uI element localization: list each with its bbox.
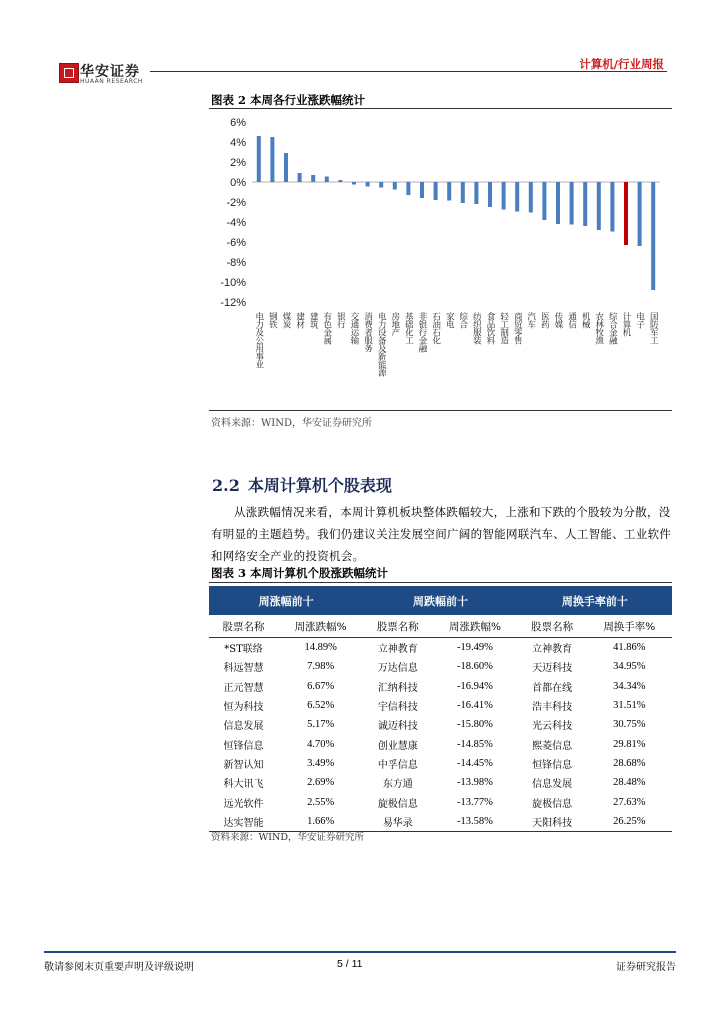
- stock-value-cell: -13.58%: [432, 812, 517, 832]
- column-header: 周涨跌幅%: [432, 615, 517, 638]
- stock-value-cell: -19.49%: [457, 642, 493, 654]
- x-tick-label: 农林牧渔: [593, 312, 604, 344]
- stock-name-cell: 科远智慧: [223, 663, 264, 675]
- bar: [529, 182, 533, 213]
- bar: [638, 182, 642, 246]
- column-header: 周换手率%: [587, 615, 672, 638]
- bar: [610, 182, 614, 232]
- stock-value-cell: 26.25%: [587, 812, 672, 832]
- stock-value-cell: 2.55%: [307, 796, 335, 808]
- stock-value-cell: 6.52%: [307, 700, 335, 712]
- x-tick-label: 电子: [634, 312, 645, 328]
- footer-disclaimer: 敬请参阅末页重要声明及评级说明: [44, 962, 194, 973]
- stock-name-cell: 达实智能: [209, 812, 278, 832]
- x-tick-label: 轻工制造: [498, 312, 509, 344]
- bar: [284, 153, 288, 182]
- group-header-losers: 周跌幅前十: [363, 586, 517, 615]
- group-header-gainers: 周涨幅前十: [209, 586, 363, 615]
- figure2-top-rule: [209, 108, 672, 109]
- bar: [434, 182, 438, 200]
- footer-rule: [44, 951, 676, 953]
- x-tick-label: 商贸零售: [512, 312, 523, 344]
- column-header-row: [209, 615, 672, 638]
- stock-value-cell: -16.94%: [457, 680, 493, 692]
- stock-name-cell: 信息发展: [532, 779, 573, 791]
- x-tick-label: 有色金属: [321, 312, 332, 344]
- stock-name-cell: 信息发展: [223, 721, 264, 733]
- bar: [270, 137, 274, 182]
- bar: [502, 182, 506, 210]
- x-tick-label: 交通运输: [349, 312, 359, 344]
- section-title: 本周计算机个股表现: [247, 476, 392, 495]
- stock-name-cell: 中孚信息: [377, 759, 418, 771]
- bar: [542, 182, 546, 220]
- stock-name-cell: 立神教育: [377, 644, 418, 656]
- report-type: 计算机/行业周报: [579, 57, 664, 71]
- stock-value-cell: -13.98%: [457, 777, 493, 789]
- bar: [461, 182, 465, 203]
- stock-name-cell: 诚迈科技: [377, 721, 418, 733]
- figure3-source: 资料来源：WIND，华安证券研究所: [211, 832, 364, 843]
- stock-value-cell: 28.48%: [613, 777, 646, 789]
- bar: [338, 180, 342, 182]
- stock-value-cell: -13.77%: [457, 796, 493, 808]
- x-tick-label: 国防军工: [648, 312, 659, 344]
- table-row: [209, 638, 672, 658]
- bar: [379, 182, 383, 188]
- stock-value-cell: 27.63%: [613, 796, 646, 808]
- x-tick-label: 基础化工: [403, 312, 414, 344]
- table-row: [209, 792, 672, 811]
- x-tick-label: 房地产: [389, 312, 400, 336]
- footer-doc-type: 证券研究报告: [616, 962, 676, 973]
- stock-value-cell: 41.86%: [613, 642, 646, 654]
- figure2-title: 图表 2 本周各行业涨跌幅统计: [211, 93, 366, 107]
- y-tick-label: 4%: [230, 137, 246, 149]
- stock-name-cell: 宇信科技: [377, 702, 418, 714]
- stock-value-cell: 1.66%: [278, 812, 363, 832]
- stock-name-cell: 立神教育: [532, 644, 573, 656]
- figure3-top-rule: [209, 582, 672, 583]
- table-row: [209, 754, 672, 773]
- x-tick-label: 石油石化: [430, 312, 441, 344]
- stock-name-cell: 熙菱信息: [532, 740, 573, 752]
- x-tick-label: 食品饮料: [485, 312, 495, 344]
- group-header-turnover: 周换手率前十: [518, 586, 672, 615]
- stock-value-cell: 5.17%: [307, 719, 335, 731]
- bar: [447, 182, 451, 201]
- logo-seal-icon: [59, 63, 79, 83]
- stock-name-cell: 创业慧康: [377, 740, 418, 752]
- table-row: [209, 734, 672, 753]
- stock-value-cell: -15.80%: [457, 719, 493, 731]
- x-tick-label: 综合: [457, 312, 468, 328]
- stock-name-cell: 正元智慧: [223, 682, 264, 694]
- stock-value-cell: -14.45%: [457, 757, 493, 769]
- x-tick-label: 银行: [335, 312, 346, 328]
- stock-value-cell: -14.85%: [457, 738, 493, 750]
- bar: [651, 182, 655, 290]
- column-header: 周涨跌幅%: [278, 615, 363, 638]
- stock-name-cell: 东方通: [382, 779, 413, 791]
- y-tick-label: -6%: [226, 237, 246, 249]
- y-tick-label: -10%: [220, 277, 246, 289]
- stock-name-cell: 旋极信息: [377, 798, 418, 810]
- x-tick-label: 建材: [294, 312, 305, 328]
- stock-value-cell: 28.68%: [613, 757, 646, 769]
- stock-name-cell: 新智认知: [223, 759, 264, 771]
- bar: [366, 182, 370, 187]
- stock-value-cell: 30.75%: [613, 719, 646, 731]
- bar: [583, 182, 587, 226]
- stock-name-cell: 恒为科技: [223, 702, 264, 714]
- column-header: 股票名称: [518, 615, 587, 638]
- stock-name-cell: 旋极信息: [532, 798, 573, 810]
- bar: [556, 182, 560, 224]
- stock-name-cell: 光云科技: [532, 721, 573, 733]
- x-tick-label: 消费者服务: [362, 312, 373, 352]
- x-tick-label: 通信: [566, 312, 577, 328]
- stock-name-cell: 恒锋信息: [223, 740, 264, 752]
- stock-value-cell: -16.41%: [457, 700, 493, 712]
- bar: [420, 182, 424, 198]
- bar: [515, 182, 519, 212]
- y-tick-label: -8%: [226, 257, 246, 269]
- column-header: 股票名称: [209, 615, 278, 638]
- stock-value-cell: 2.69%: [307, 777, 335, 789]
- stock-value-cell: 4.70%: [307, 738, 335, 750]
- bar: [597, 182, 601, 230]
- x-tick-label: 纺织服装: [471, 312, 482, 344]
- table-row: [209, 715, 672, 734]
- column-header: 股票名称: [363, 615, 432, 638]
- x-tick-label: 钢铁: [267, 312, 278, 328]
- stock-value-cell: 34.34%: [613, 680, 646, 692]
- stock-name-cell: 易华录: [363, 812, 432, 832]
- figure2-source: 资料来源：WIND，华安证券研究所: [211, 418, 372, 429]
- x-tick-label: 综合金融: [607, 312, 618, 344]
- x-tick-label: 建筑: [308, 312, 319, 328]
- x-tick-label: 汽车: [525, 312, 536, 328]
- y-tick-label: -4%: [226, 217, 246, 229]
- y-tick-label: 2%: [230, 157, 246, 169]
- bar: [352, 182, 356, 185]
- y-tick-label: 6%: [230, 117, 246, 129]
- x-tick-label: 医药: [539, 312, 550, 328]
- section-paragraph: 从涨跌幅情况来看，本周计算机板块整体跌幅较大，上涨和下跌的个股较为分散，没有明显的主题趋势。我们仍建议关注发展空间广阔的智能网联汽车、人工智能、工业软件和网络安全产业的投资机会。: [211, 505, 672, 563]
- stock-value-cell: 3.49%: [307, 757, 335, 769]
- stock-value-cell: -18.60%: [457, 661, 493, 673]
- x-tick-label: 传媒: [553, 312, 563, 328]
- bar: [406, 182, 410, 195]
- stock-name-cell: 科大讯飞: [223, 779, 264, 791]
- y-tick-label: -2%: [226, 197, 246, 209]
- x-tick-label: 电力设备及新能源: [376, 312, 387, 376]
- stock-value-cell: 31.51%: [613, 700, 646, 712]
- bar: [311, 175, 315, 182]
- section-number: 2.2: [212, 476, 240, 495]
- table-row: [209, 773, 672, 792]
- stock-value-cell: 7.98%: [307, 661, 335, 673]
- stock-name-cell: 远光软件: [223, 798, 264, 810]
- industry-change-chart: [208, 110, 672, 400]
- bar: [298, 173, 302, 182]
- stock-value-cell: 6.67%: [307, 680, 335, 692]
- stock-name-cell: 万达信息: [377, 663, 418, 675]
- stock-value-cell: 29.81%: [613, 738, 646, 750]
- stock-table: [209, 586, 672, 832]
- section-heading: [212, 473, 392, 496]
- page-number: 5 / 11: [337, 958, 363, 970]
- bar: [325, 177, 329, 183]
- bar: [257, 136, 261, 182]
- table-row: [209, 677, 672, 696]
- stock-name-cell: 浩丰科技: [532, 702, 573, 714]
- x-tick-label: 电力及公用事业: [253, 312, 264, 368]
- figure3-title: 图表 3 本周计算机个股涨跌幅统计: [211, 566, 389, 580]
- x-tick-label: 家电: [444, 312, 455, 328]
- stock-value-cell: 34.95%: [613, 661, 646, 673]
- x-tick-label: 煤炭: [281, 312, 291, 328]
- stock-name-cell: *ST联络: [224, 644, 263, 656]
- stock-name-cell: 恒锋信息: [532, 759, 573, 771]
- x-tick-label: 机械: [580, 312, 591, 328]
- bar: [624, 182, 628, 245]
- stock-name-cell: 首都在线: [532, 682, 573, 694]
- y-tick-label: 0%: [230, 177, 246, 189]
- bar: [474, 182, 478, 204]
- bar: [570, 182, 574, 225]
- table-row: [209, 657, 672, 676]
- table-row: [209, 696, 672, 715]
- stock-name-cell: 天阳科技: [518, 812, 587, 832]
- figure2-bottom-rule: [209, 410, 672, 411]
- stock-value-cell: 14.89%: [304, 642, 337, 654]
- stock-name-cell: 汇纳科技: [377, 682, 418, 694]
- bar: [488, 182, 492, 207]
- x-tick-label: 计算机: [621, 312, 631, 336]
- logo-text: 华安证券: [80, 64, 140, 80]
- logo-subtext: HUAAN RESEARCH: [80, 78, 143, 85]
- stock-name-cell: 天迈科技: [532, 663, 573, 675]
- y-tick-label: -12%: [220, 297, 246, 309]
- bar: [393, 182, 397, 190]
- x-tick-label: 非银行金融: [417, 312, 427, 352]
